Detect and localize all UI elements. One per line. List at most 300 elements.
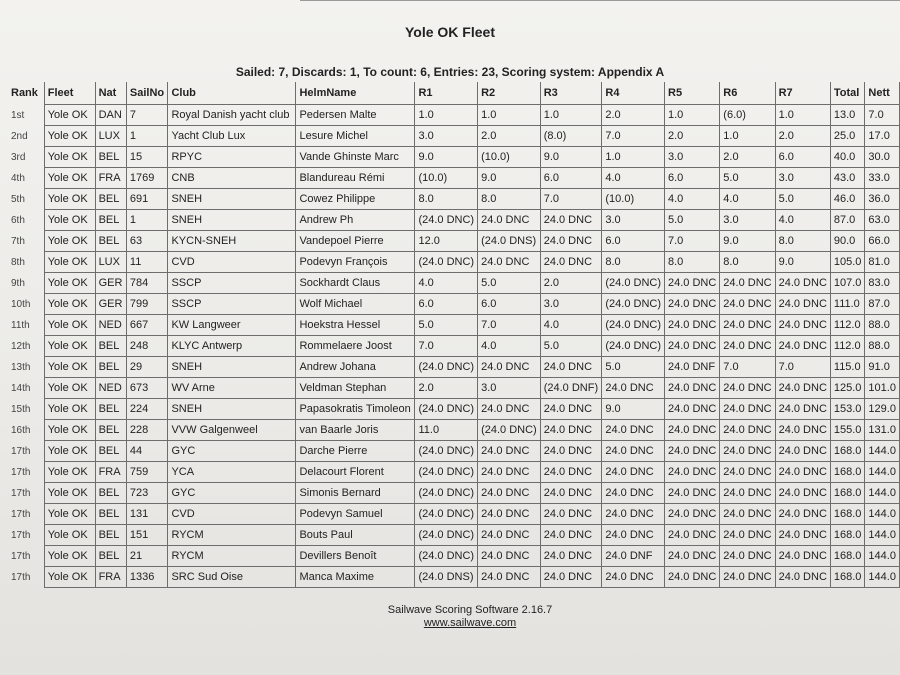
cell-nat: BEL	[95, 441, 126, 462]
cell-r1: 11.0	[415, 420, 478, 441]
cell-r2: 5.0	[478, 273, 541, 294]
cell-r2: 7.0	[478, 315, 541, 336]
cell-total: 115.0	[830, 357, 865, 378]
table-row	[8, 147, 900, 168]
cell-club: SSCP	[168, 273, 296, 294]
cell-r6: 24.0 DNC	[720, 441, 775, 462]
cell-club: RYCM	[168, 546, 296, 567]
table-row	[8, 462, 900, 483]
cell-r2: 8.0	[478, 189, 541, 210]
cell-r4: 24.0 DNC	[602, 483, 665, 504]
cell-fleet: Yole OK	[44, 378, 95, 399]
cell-r5: 24.0 DNC	[665, 294, 720, 315]
cell-fleet: Yole OK	[44, 546, 95, 567]
cell-r1: (24.0 DNC)	[415, 504, 478, 525]
cell-nett: 7.0	[865, 105, 900, 126]
cell-club: WV Arne	[168, 378, 296, 399]
cell-club: GYC	[168, 441, 296, 462]
cell-r3: 24.0 DNC	[540, 567, 602, 588]
cell-helmname: Lesure Michel	[296, 126, 415, 147]
cell-r3: 24.0 DNC	[540, 252, 602, 273]
cell-r2: 24.0 DNC	[478, 462, 541, 483]
cell-nat: BEL	[95, 525, 126, 546]
cell-rank: 7th	[8, 231, 44, 252]
cell-r5: 24.0 DNC	[665, 441, 720, 462]
table-row	[8, 483, 900, 504]
cell-r6: 24.0 DNC	[720, 399, 775, 420]
cell-total: 112.0	[830, 315, 865, 336]
cell-r3: 24.0 DNC	[540, 420, 602, 441]
cell-r7: 24.0 DNC	[775, 567, 830, 588]
cell-fleet: Yole OK	[44, 147, 95, 168]
cell-r7: 24.0 DNC	[775, 273, 830, 294]
cell-nat: BEL	[95, 546, 126, 567]
cell-total: 107.0	[830, 273, 865, 294]
cell-nat: BEL	[95, 231, 126, 252]
cell-r3: 24.0 DNC	[540, 441, 602, 462]
cell-r3: (8.0)	[540, 126, 602, 147]
column-header-r2: R2	[478, 82, 541, 105]
cell-sailno: 151	[126, 525, 168, 546]
cell-r6: 24.0 DNC	[720, 294, 775, 315]
cell-r1: 5.0	[415, 315, 478, 336]
cell-rank: 17th	[8, 504, 44, 525]
cell-r4: 24.0 DNC	[602, 378, 665, 399]
cell-helmname: Veldman Stephan	[296, 378, 415, 399]
cell-r6: 24.0 DNC	[720, 378, 775, 399]
cell-r1: 2.0	[415, 378, 478, 399]
cell-r6: 2.0	[720, 147, 775, 168]
column-header-total: Total	[830, 82, 865, 105]
cell-r7: 7.0	[775, 357, 830, 378]
cell-rank: 15th	[8, 399, 44, 420]
cell-r7: 24.0 DNC	[775, 294, 830, 315]
cell-r2: 24.0 DNC	[478, 210, 541, 231]
cell-r4: 24.0 DNC	[602, 441, 665, 462]
cell-r4: 2.0	[602, 105, 665, 126]
cell-sailno: 131	[126, 504, 168, 525]
cell-r7: 24.0 DNC	[775, 420, 830, 441]
cell-nett: 144.0	[865, 525, 900, 546]
cell-club: SRC Sud Oise	[168, 567, 296, 588]
cell-sailno: 1769	[126, 168, 168, 189]
cell-r1: (24.0 DNC)	[415, 462, 478, 483]
cell-r2: 24.0 DNC	[478, 567, 541, 588]
cell-total: 153.0	[830, 399, 865, 420]
table-row	[8, 210, 900, 231]
cell-club: GYC	[168, 483, 296, 504]
cell-total: 13.0	[830, 105, 865, 126]
cell-sailno: 799	[126, 294, 168, 315]
cell-nett: 36.0	[865, 189, 900, 210]
cell-club: RPYC	[168, 147, 296, 168]
cell-r7: 3.0	[775, 168, 830, 189]
cell-r7: 24.0 DNC	[775, 546, 830, 567]
cell-fleet: Yole OK	[44, 105, 95, 126]
cell-r1: (24.0 DNC)	[415, 546, 478, 567]
cell-helmname: Bouts Paul	[296, 525, 415, 546]
cell-nat: NED	[95, 315, 126, 336]
cell-r3: 24.0 DNC	[540, 231, 602, 252]
cell-rank: 4th	[8, 168, 44, 189]
cell-r3: 1.0	[540, 105, 602, 126]
table-row	[8, 294, 900, 315]
column-header-r1: R1	[415, 82, 478, 105]
cell-r5: 3.0	[665, 147, 720, 168]
cell-rank: 1st	[8, 105, 44, 126]
cell-sailno: 21	[126, 546, 168, 567]
cell-total: 40.0	[830, 147, 865, 168]
series-summary: Sailed: 7, Discards: 1, To count: 6, Entries: 23, Scoring system: Appendix A	[235, 65, 665, 79]
cell-r2: 3.0	[478, 378, 541, 399]
cell-sailno: 224	[126, 399, 168, 420]
cell-r6: 5.0	[720, 168, 775, 189]
cell-r7: 9.0	[775, 252, 830, 273]
cell-r6: 24.0 DNC	[720, 504, 775, 525]
cell-nett: 88.0	[865, 315, 900, 336]
cell-nat: FRA	[95, 462, 126, 483]
cell-r5: 5.0	[665, 210, 720, 231]
cell-r4: 24.0 DNF	[602, 546, 665, 567]
cell-r3: 24.0 DNC	[540, 462, 602, 483]
cell-r4: (24.0 DNC)	[602, 336, 665, 357]
table-row	[8, 189, 900, 210]
cell-r4: 24.0 DNC	[602, 462, 665, 483]
cell-club: CNB	[168, 168, 296, 189]
cell-r5: 24.0 DNC	[665, 504, 720, 525]
cell-nat: FRA	[95, 168, 126, 189]
cell-r4: 24.0 DNC	[602, 567, 665, 588]
cell-r1: (24.0 DNC)	[415, 210, 478, 231]
cell-rank: 10th	[8, 294, 44, 315]
cell-r5: 24.0 DNC	[665, 273, 720, 294]
table-row	[8, 441, 900, 462]
cell-nett: 17.0	[865, 126, 900, 147]
cell-r4: 6.0	[602, 231, 665, 252]
cell-r7: 8.0	[775, 231, 830, 252]
cell-club: SNEH	[168, 357, 296, 378]
cell-r7: 24.0 DNC	[775, 525, 830, 546]
cell-r1: (10.0)	[415, 168, 478, 189]
cell-r1: (24.0 DNC)	[415, 252, 478, 273]
cell-helmname: Andrew Ph	[296, 210, 415, 231]
cell-nett: 101.0	[865, 378, 900, 399]
table-row	[8, 525, 900, 546]
cell-r7: 5.0	[775, 189, 830, 210]
cell-rank: 8th	[8, 252, 44, 273]
column-header-r7: R7	[775, 82, 830, 105]
cell-sailno: 784	[126, 273, 168, 294]
cell-r3: 9.0	[540, 147, 602, 168]
cell-r2: 24.0 DNC	[478, 525, 541, 546]
cell-helmname: Cowez Philippe	[296, 189, 415, 210]
cell-club: KLYC Antwerp	[168, 336, 296, 357]
cell-r4: 24.0 DNC	[602, 420, 665, 441]
cell-r4: 9.0	[602, 399, 665, 420]
cell-fleet: Yole OK	[44, 420, 95, 441]
cell-total: 25.0	[830, 126, 865, 147]
cell-rank: 6th	[8, 210, 44, 231]
cell-nett: 131.0	[865, 420, 900, 441]
cell-fleet: Yole OK	[44, 525, 95, 546]
cell-nett: 88.0	[865, 336, 900, 357]
cell-total: 112.0	[830, 336, 865, 357]
cell-r7: 2.0	[775, 126, 830, 147]
cell-r1: (24.0 DNC)	[415, 441, 478, 462]
cell-r3: 24.0 DNC	[540, 546, 602, 567]
cell-r6: 24.0 DNC	[720, 420, 775, 441]
cell-r2: 24.0 DNC	[478, 504, 541, 525]
cell-r7: 24.0 DNC	[775, 483, 830, 504]
cell-nett: 33.0	[865, 168, 900, 189]
cell-r4: 1.0	[602, 147, 665, 168]
cell-rank: 17th	[8, 546, 44, 567]
cell-sailno: 759	[126, 462, 168, 483]
cell-nat: FRA	[95, 567, 126, 588]
cell-club: CVD	[168, 252, 296, 273]
cell-total: 168.0	[830, 546, 865, 567]
cell-sailno: 723	[126, 483, 168, 504]
cell-r4: 8.0	[602, 252, 665, 273]
table-row	[8, 168, 900, 189]
cell-nett: 87.0	[865, 294, 900, 315]
cell-helmname: Vande Ghinste Marc	[296, 147, 415, 168]
cell-r2: 6.0	[478, 294, 541, 315]
cell-helmname: Papasokratis Timoleon	[296, 399, 415, 420]
cell-club: SNEH	[168, 189, 296, 210]
cell-helmname: Podevyn Samuel	[296, 504, 415, 525]
cell-r1: 7.0	[415, 336, 478, 357]
results-table	[8, 82, 900, 588]
cell-fleet: Yole OK	[44, 399, 95, 420]
cell-r6: 4.0	[720, 189, 775, 210]
cell-helmname: Blandureau Rémi	[296, 168, 415, 189]
cell-r5: 24.0 DNC	[665, 315, 720, 336]
table-row	[8, 273, 900, 294]
cell-r6: 24.0 DNC	[720, 462, 775, 483]
cell-r2: (10.0)	[478, 147, 541, 168]
cell-fleet: Yole OK	[44, 168, 95, 189]
cell-r3: 24.0 DNC	[540, 525, 602, 546]
table-row	[8, 105, 900, 126]
cell-r1: (24.0 DNC)	[415, 483, 478, 504]
table-row	[8, 357, 900, 378]
cell-club: YCA	[168, 462, 296, 483]
cell-rank: 3rd	[8, 147, 44, 168]
divider-line	[300, 0, 900, 5]
column-header-r3: R3	[540, 82, 602, 105]
cell-r4: (24.0 DNC)	[602, 315, 665, 336]
cell-sailno: 667	[126, 315, 168, 336]
cell-club: SNEH	[168, 399, 296, 420]
cell-r5: 24.0 DNC	[665, 525, 720, 546]
cell-r5: 24.0 DNC	[665, 546, 720, 567]
cell-r7: 24.0 DNC	[775, 441, 830, 462]
cell-r4: (10.0)	[602, 189, 665, 210]
cell-nett: 144.0	[865, 483, 900, 504]
cell-r3: 24.0 DNC	[540, 210, 602, 231]
cell-r1: 6.0	[415, 294, 478, 315]
cell-r6: (6.0)	[720, 105, 775, 126]
cell-total: 155.0	[830, 420, 865, 441]
cell-total: 105.0	[830, 252, 865, 273]
cell-nett: 129.0	[865, 399, 900, 420]
cell-nat: DAN	[95, 105, 126, 126]
cell-r1: 3.0	[415, 126, 478, 147]
column-header-club: Club	[168, 82, 296, 105]
cell-r1: (24.0 DNS)	[415, 567, 478, 588]
cell-total: 168.0	[830, 567, 865, 588]
cell-r5: 24.0 DNC	[665, 420, 720, 441]
cell-rank: 14th	[8, 378, 44, 399]
cell-club: Royal Danish yacht club	[168, 105, 296, 126]
column-header-nett: Nett	[865, 82, 900, 105]
cell-r2: (24.0 DNS)	[478, 231, 541, 252]
cell-club: SSCP	[168, 294, 296, 315]
cell-helmname: Manca Maxime	[296, 567, 415, 588]
cell-total: 168.0	[830, 525, 865, 546]
cell-r2: 24.0 DNC	[478, 399, 541, 420]
cell-sailno: 228	[126, 420, 168, 441]
cell-nett: 83.0	[865, 273, 900, 294]
cell-r7: 4.0	[775, 210, 830, 231]
cell-r4: (24.0 DNC)	[602, 294, 665, 315]
cell-fleet: Yole OK	[44, 567, 95, 588]
cell-r1: (24.0 DNC)	[415, 357, 478, 378]
cell-nett: 66.0	[865, 231, 900, 252]
cell-nat: NED	[95, 378, 126, 399]
column-header-nat: Nat	[95, 82, 126, 105]
cell-total: 168.0	[830, 483, 865, 504]
cell-r7: 24.0 DNC	[775, 378, 830, 399]
cell-r6: 8.0	[720, 252, 775, 273]
cell-club: RYCM	[168, 525, 296, 546]
cell-r4: 3.0	[602, 210, 665, 231]
cell-sailno: 15	[126, 147, 168, 168]
cell-r2: 2.0	[478, 126, 541, 147]
table-row	[8, 546, 900, 567]
cell-nat: BEL	[95, 504, 126, 525]
table-row	[8, 399, 900, 420]
cell-r6: 24.0 DNC	[720, 546, 775, 567]
cell-r3: 24.0 DNC	[540, 504, 602, 525]
header-row	[8, 82, 900, 105]
cell-sailno: 1336	[126, 567, 168, 588]
cell-nat: BEL	[95, 147, 126, 168]
cell-r3: 24.0 DNC	[540, 357, 602, 378]
column-header-helmname: HelmName	[296, 82, 415, 105]
cell-r5: 24.0 DNF	[665, 357, 720, 378]
cell-r7: 24.0 DNC	[775, 315, 830, 336]
cell-helmname: Podevyn François	[296, 252, 415, 273]
cell-r2: 4.0	[478, 336, 541, 357]
cell-r3: 7.0	[540, 189, 602, 210]
cell-fleet: Yole OK	[44, 462, 95, 483]
cell-sailno: 11	[126, 252, 168, 273]
cell-r5: 24.0 DNC	[665, 462, 720, 483]
cell-r5: 8.0	[665, 252, 720, 273]
cell-nat: BEL	[95, 483, 126, 504]
column-header-r4: R4	[602, 82, 665, 105]
cell-rank: 5th	[8, 189, 44, 210]
cell-total: 168.0	[830, 462, 865, 483]
cell-fleet: Yole OK	[44, 189, 95, 210]
cell-sailno: 29	[126, 357, 168, 378]
cell-r2: 24.0 DNC	[478, 357, 541, 378]
cell-fleet: Yole OK	[44, 231, 95, 252]
column-header-r5: R5	[665, 82, 720, 105]
cell-rank: 12th	[8, 336, 44, 357]
cell-total: 168.0	[830, 441, 865, 462]
cell-r6: 24.0 DNC	[720, 336, 775, 357]
cell-r2: 1.0	[478, 105, 541, 126]
cell-r1: 4.0	[415, 273, 478, 294]
cell-r4: (24.0 DNC)	[602, 273, 665, 294]
cell-fleet: Yole OK	[44, 294, 95, 315]
cell-total: 87.0	[830, 210, 865, 231]
cell-r7: 24.0 DNC	[775, 399, 830, 420]
cell-helmname: Hoekstra Hessel	[296, 315, 415, 336]
table-row	[8, 126, 900, 147]
cell-nett: 144.0	[865, 567, 900, 588]
table-row	[8, 420, 900, 441]
cell-helmname: Delacourt Florent	[296, 462, 415, 483]
footer-link[interactable]: www.sailwave.com	[423, 617, 517, 629]
cell-nett: 30.0	[865, 147, 900, 168]
cell-helmname: Wolf Michael	[296, 294, 415, 315]
table-row	[8, 504, 900, 525]
cell-r5: 7.0	[665, 231, 720, 252]
cell-r1: 1.0	[415, 105, 478, 126]
cell-helmname: Darche Pierre	[296, 441, 415, 462]
cell-sailno: 63	[126, 231, 168, 252]
cell-r6: 1.0	[720, 126, 775, 147]
cell-nat: GER	[95, 294, 126, 315]
cell-r5: 1.0	[665, 105, 720, 126]
cell-club: SNEH	[168, 210, 296, 231]
cell-fleet: Yole OK	[44, 126, 95, 147]
cell-rank: 17th	[8, 462, 44, 483]
cell-r2: 24.0 DNC	[478, 252, 541, 273]
table-row	[8, 336, 900, 357]
cell-r6: 3.0	[720, 210, 775, 231]
cell-helmname: Devillers Benoît	[296, 546, 415, 567]
cell-r6: 9.0	[720, 231, 775, 252]
cell-helmname: Sockhardt Claus	[296, 273, 415, 294]
cell-r5: 24.0 DNC	[665, 378, 720, 399]
cell-r6: 24.0 DNC	[720, 525, 775, 546]
cell-r2: (24.0 DNC)	[478, 420, 541, 441]
cell-r4: 7.0	[602, 126, 665, 147]
cell-fleet: Yole OK	[44, 315, 95, 336]
cell-nat: BEL	[95, 357, 126, 378]
cell-total: 46.0	[830, 189, 865, 210]
cell-r2: 9.0	[478, 168, 541, 189]
cell-fleet: Yole OK	[44, 504, 95, 525]
cell-rank: 9th	[8, 273, 44, 294]
cell-r1: (24.0 DNC)	[415, 399, 478, 420]
cell-nat: BEL	[95, 210, 126, 231]
cell-r2: 24.0 DNC	[478, 546, 541, 567]
cell-nat: LUX	[95, 252, 126, 273]
cell-r7: 6.0	[775, 147, 830, 168]
cell-nett: 144.0	[865, 546, 900, 567]
cell-r4: 5.0	[602, 357, 665, 378]
cell-fleet: Yole OK	[44, 252, 95, 273]
cell-fleet: Yole OK	[44, 210, 95, 231]
cell-club: Yacht Club Lux	[168, 126, 296, 147]
column-header-fleet: Fleet	[44, 82, 95, 105]
